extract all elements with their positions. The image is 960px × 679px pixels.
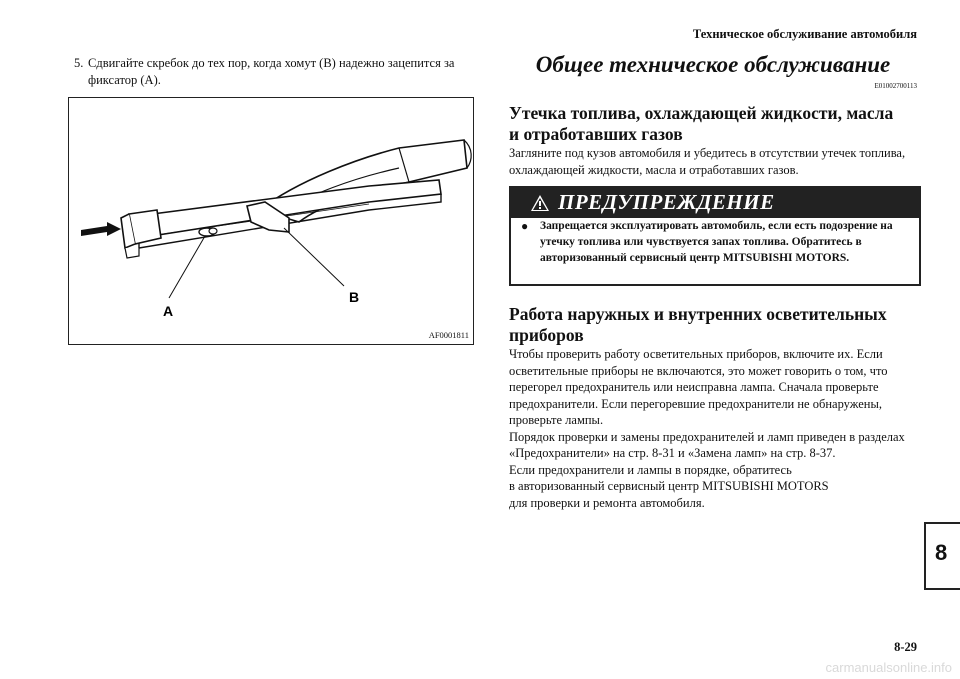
- step-number: 5.: [74, 56, 84, 70]
- lights-heading: [509, 304, 924, 346]
- label-b: B: [349, 289, 360, 305]
- lights-para1: Чтобы проверить работу осветительных приборов, включите их. Если осветительные приборы не включаются, это может говорить о том, что перегорел предохранитель или неисправна лампа. Сначала проверьте предохранители. Если перегоревшие предохранители не обнаружены, проверьте лампы.: [509, 347, 888, 427]
- warning-body: [521, 218, 913, 266]
- warning-title: ПРЕДУПРЕЖДЕНИЕ: [558, 190, 775, 214]
- leaks-heading-line1: Утечка топлива, охлаждающей жидкости, масла: [509, 103, 894, 123]
- step-text: Сдвигайте скребок до тех пор, когда хомут (B) надежно зацепится за фиксатор (A).: [88, 56, 455, 87]
- page-number: 8-29: [894, 640, 917, 654]
- label-a: A: [163, 303, 174, 319]
- bullet-icon: ●: [521, 219, 529, 233]
- leaks-heading: [509, 103, 924, 145]
- step-5: [74, 55, 473, 89]
- wiper-drawing: [69, 98, 473, 344]
- chapter-tab-label: 8: [935, 540, 948, 565]
- warning-box: [509, 186, 921, 286]
- leaks-text: Загляните под кузов автомобиля и убедитесь в отсутствии утечек топлива, охлаждающей жидкости, масла и отработавших газов.: [509, 146, 906, 177]
- lights-para2: Порядок проверки и замены предохранителей и ламп приведен в разделах «Предохранители» на стр. 8-31 и «Замена ламп» на стр. 8-37.: [509, 429, 905, 460]
- leaks-heading-line2: и отработавших газов: [509, 124, 683, 144]
- section-title: Общее техническое обслуживание: [535, 52, 891, 77]
- warning-header: [511, 188, 919, 218]
- lights-para3-line1: Если предохранители и лампы в порядке, обратитесь: [509, 462, 792, 477]
- wiper-illustration: [68, 97, 474, 345]
- lights-heading-line2: приборов: [509, 325, 584, 345]
- watermark: carmanualsonline.info: [825, 660, 952, 675]
- warning-text: Запрещается эксплуатировать автомобиль, если есть подозрение на утечку топлива или чувствуется запах топлива. Обратитесь в авторизованный сервисный центр MITSUBISHI MOTORS.: [540, 220, 893, 264]
- chapter-tab: [924, 522, 960, 590]
- figure-code: AF0001811: [428, 330, 469, 340]
- lights-heading-line1: Работа наружных и внутренних осветительных: [509, 304, 887, 324]
- lights-text: [509, 346, 924, 511]
- page-header-title: Техническое обслуживание автомобиля: [692, 27, 917, 41]
- warning-triangle-icon: [530, 194, 550, 212]
- section-code: E01002700113: [874, 82, 917, 90]
- lights-para3-line2: в авторизованный сервисный центр MITSUBISHI MOTORS: [509, 479, 829, 493]
- lights-para3-line3: для проверки и ремонта автомобиля.: [509, 495, 705, 510]
